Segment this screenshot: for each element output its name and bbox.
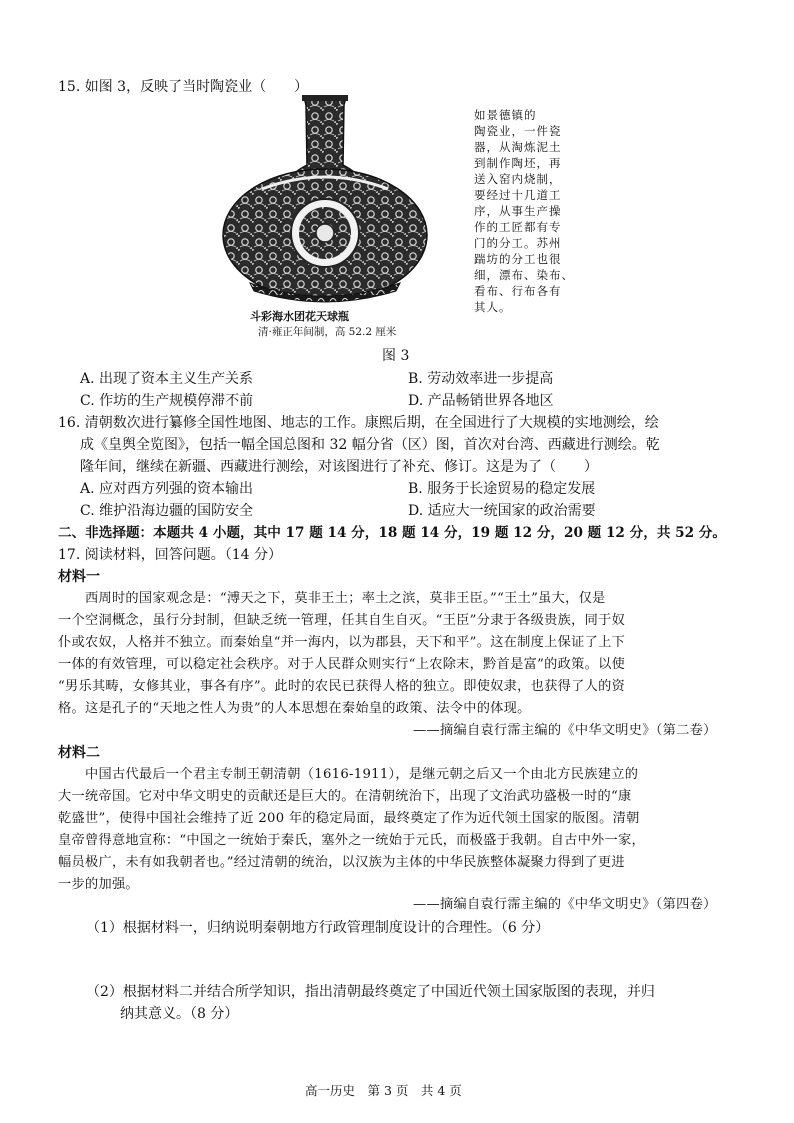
material-2-body [58, 764, 645, 896]
q16-option-d: D. 适应大一统国家的政治需要 [408, 503, 596, 519]
side-line: 作的工匠都有专 [474, 220, 562, 234]
q15-option-d: D. 产品畅销世界各地区 [408, 393, 554, 409]
q15-option-c: C. 作坊的生产规模停滞不前 [80, 393, 254, 409]
q17-stem: 17. 阅读材料，回答问题。（14 分） [58, 547, 282, 563]
side-line: 看布、行布各有 [474, 284, 562, 298]
side-line: 陶瓷业，一件瓷 [474, 124, 562, 138]
side-line: 如景德镇的 [474, 108, 537, 122]
q15-option-b: B. 劳动效率进一步提高 [408, 371, 554, 387]
vase-image [210, 95, 440, 310]
q17-sub-2-line-1: （2）根据材料二并结合所学知识，指出清朝最终奠定了中国近代领土国家版图的表现，并归 [86, 984, 655, 1000]
m1-line: 仆或农奴，人格并不独立。而秦始皇“并一海内，以为郡县，天下和平”。这在制度上保证了上下 [58, 635, 626, 650]
side-line: 门的分工。苏州 [474, 236, 562, 250]
side-line: 踹坊的分工也很 [474, 252, 562, 266]
vase-caption-title: 斗彩海水团花天球瓶 [250, 310, 349, 323]
side-line: 其人。 [474, 300, 512, 314]
material-1-title: 材料一 [58, 569, 100, 585]
m2-line: 幅员极广，未有如我朝者也。”经过清朝的统治，以汉族为主体的中华民族整体凝聚力得到了更进 [58, 855, 625, 870]
m1-line: “男乐其畴，女修其业，事各有序”。此时的农民已获得人格的独立。即使奴隶，也获得了人的资 [58, 679, 626, 694]
material-1-source: ——摘编自袁行霈主编的《中华文明史》（第二卷） [413, 723, 717, 738]
m2-line: 中国古代最后一个君主专制王朝清朝（1616-1911），是继元朝之后又一个由北方民族建立的 [58, 767, 639, 782]
m1-line: 格。这是孔子的“天地之性人为贵”的人本思想在秦始皇的政策、法令中的体现。 [58, 701, 531, 716]
q16-option-a: A. 应对西方列强的资本输出 [80, 481, 254, 497]
q15-option-a: A. 出现了资本主义生产关系 [80, 371, 254, 387]
m1-line: 西周时的国家观念是：“溥天之下，莫非王土；率土之滨，莫非王臣。”“王土”虽大，仅是 [58, 591, 606, 606]
page-footer: 高一历史 第 3 页 共 4 页 [305, 1083, 462, 1098]
q16-line-3: 隆年间，继续在新疆、西藏进行测绘，对该图进行了补充、修订。这是为了（ ） [80, 459, 598, 475]
side-line: 送入窑内烧制， [474, 172, 562, 186]
section-heading: 二、非选择题：本题共 4 小题，其中 17 题 14 分，18 题 14 分，19 题 12 分，20 题 12 分，共 52 分。 [58, 525, 726, 541]
q16-line-1: 16. 清朝数次进行纂修全国性地图、地志的工作。康熙后期，在全国进行了大规模的实地测绘，绘 [58, 415, 659, 431]
q17-sub-1: （1）根据材料一，归纳说明秦朝地方行政管理制度设计的合理性。（6 分） [86, 920, 550, 936]
m2-line: 一步的加强。 [58, 877, 139, 892]
side-line: 细，漂布、染布、 [474, 268, 574, 282]
q17-sub-2-line-2: 纳其意义。（8 分） [120, 1006, 239, 1022]
m1-line: 一体的有效管理，可以稳定社会秩序。对于人民群众则实行“上农除末，黔首是富”的政策。以使 [58, 657, 626, 672]
m2-line: 乾盛世”，使得中国社会维持了近 200 年的稳定局面，最终奠定了作为近代领土国家的版图。清朝 [58, 811, 640, 826]
side-line: 序，从事生产操 [474, 204, 562, 218]
m2-line: 大一统帝国。它对中华文明史的贡献还是巨大的。在清朝统治下，出现了文治武功盛极一时的“康 [58, 789, 632, 804]
material-1-body [58, 588, 625, 720]
vase-caption-sub: 清·雍正年间制，高 52.2 厘米 [258, 326, 397, 338]
side-line: 要经过十几道工 [474, 188, 562, 202]
q15-side-text [474, 107, 574, 315]
side-line: 器，从淘炼泥土 [474, 140, 562, 154]
q15-stem: 15. 如图 3，反映了当时陶瓷业（ ） [58, 79, 309, 95]
q16-line-2: 成《皇舆全览图》，包括一幅全国总图和 32 幅分省（区）图，首次对台湾、西藏进行测绘。乾 [80, 437, 660, 453]
q16-option-c: C. 维护沿海边疆的国防安全 [80, 503, 254, 519]
q16-option-b: B. 服务于长途贸易的稳定发展 [408, 481, 596, 497]
m1-line: 一个空洞概念，虽行分封制，但缺乏统一管理，任其自生自灭。“王臣”分隶于各级贵族，同于奴 [58, 613, 626, 628]
figure-label: 图 3 [382, 348, 410, 364]
material-2-title: 材料二 [58, 745, 100, 761]
m2-line: 皇帝曾得意地宣称：“中国之一统始于秦氏，塞外之一统始于元氏，而极盛于我朝。自古中外一家， [58, 833, 645, 848]
side-line: 到制作陶坯，再 [474, 156, 562, 170]
material-2-source: ——摘编自袁行霈主编的《中华文明史》（第四卷） [413, 897, 717, 912]
